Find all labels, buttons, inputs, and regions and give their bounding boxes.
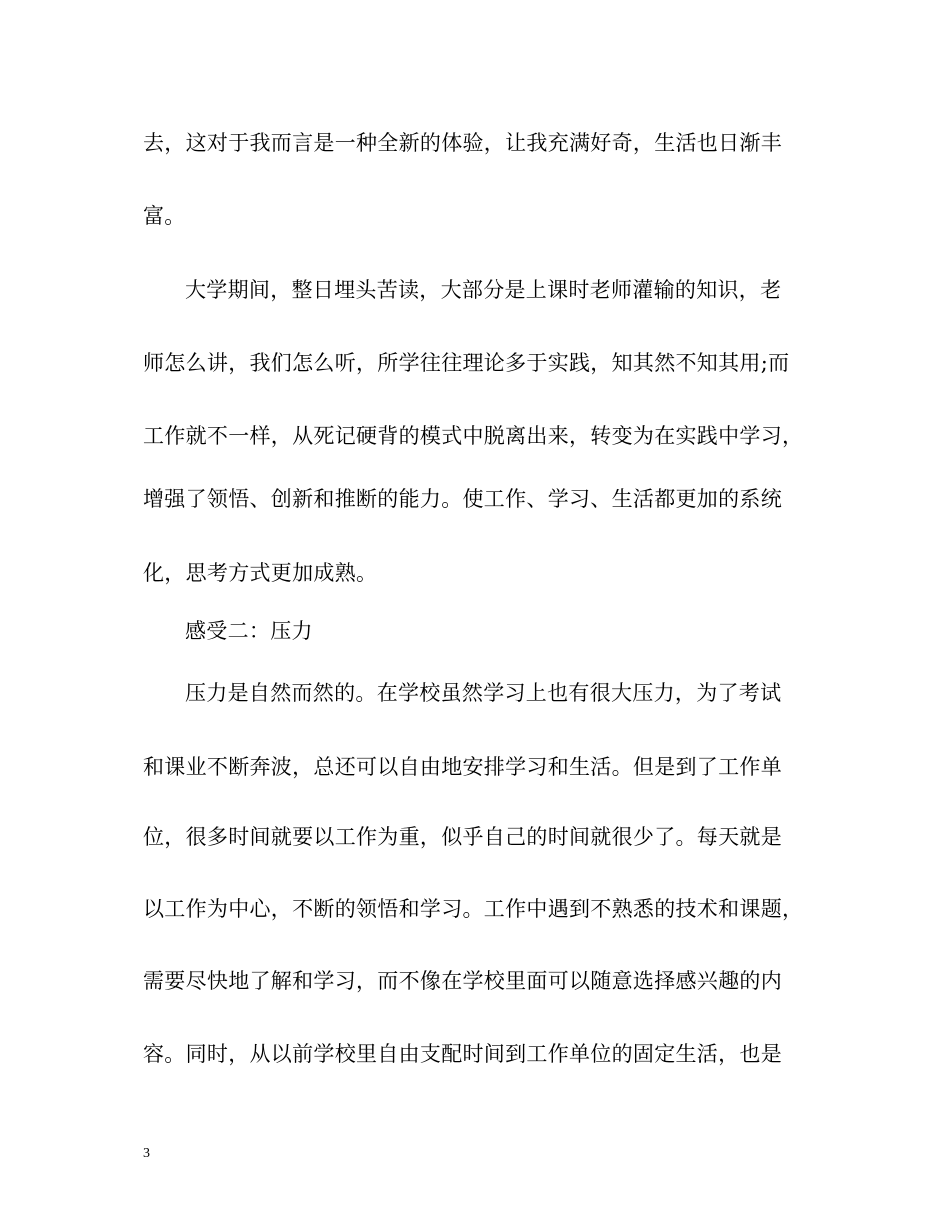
text-line: 师怎么讲，我们怎么听，所学往往理论多于实践，知其然不知其用;而 xyxy=(143,351,790,375)
page-number: 3 xyxy=(143,1146,150,1161)
section-heading: 感受二：压力 xyxy=(185,619,313,643)
text-line: 化，思考方式更加成熟。 xyxy=(143,561,378,585)
text-line: 去，这对于我而言是一种全新的体验，让我充满好奇，生活也日渐丰 xyxy=(143,131,782,155)
text-line: 和课业不断奔波，总还可以自由地安排学习和生活。但是到了工作单 xyxy=(143,755,782,779)
text-line: 容。同时，从以前学校里自由支配时间到工作单位的固定生活，也是 xyxy=(143,1042,782,1066)
paragraph-start-line: 大学期间，整日埋头苦读，大部分是上课时老师灌输的知识，老 xyxy=(185,278,782,302)
text-line: 位，很多时间就要以工作为重，似乎自己的时间就很少了。每天就是 xyxy=(143,825,782,849)
text-line: 增强了领悟、创新和推断的能力。使工作、学习、生活都更加的系统 xyxy=(143,487,782,511)
text-line: 富。 xyxy=(143,204,186,228)
text-line: 工作就不一样，从死记硬背的模式中脱离出来，转变为在实践中学习， xyxy=(143,424,804,448)
paragraph-start-line: 压力是自然而然的。在学校虽然学习上也有很大压力，为了考试 xyxy=(185,681,782,705)
text-line: 需要尽快地了解和学习，而不像在学校里面可以随意选择感兴趣的内 xyxy=(143,969,782,993)
text-line: 以工作为中心，不断的领悟和学习。工作中遇到不熟悉的技术和课题， xyxy=(143,897,804,921)
